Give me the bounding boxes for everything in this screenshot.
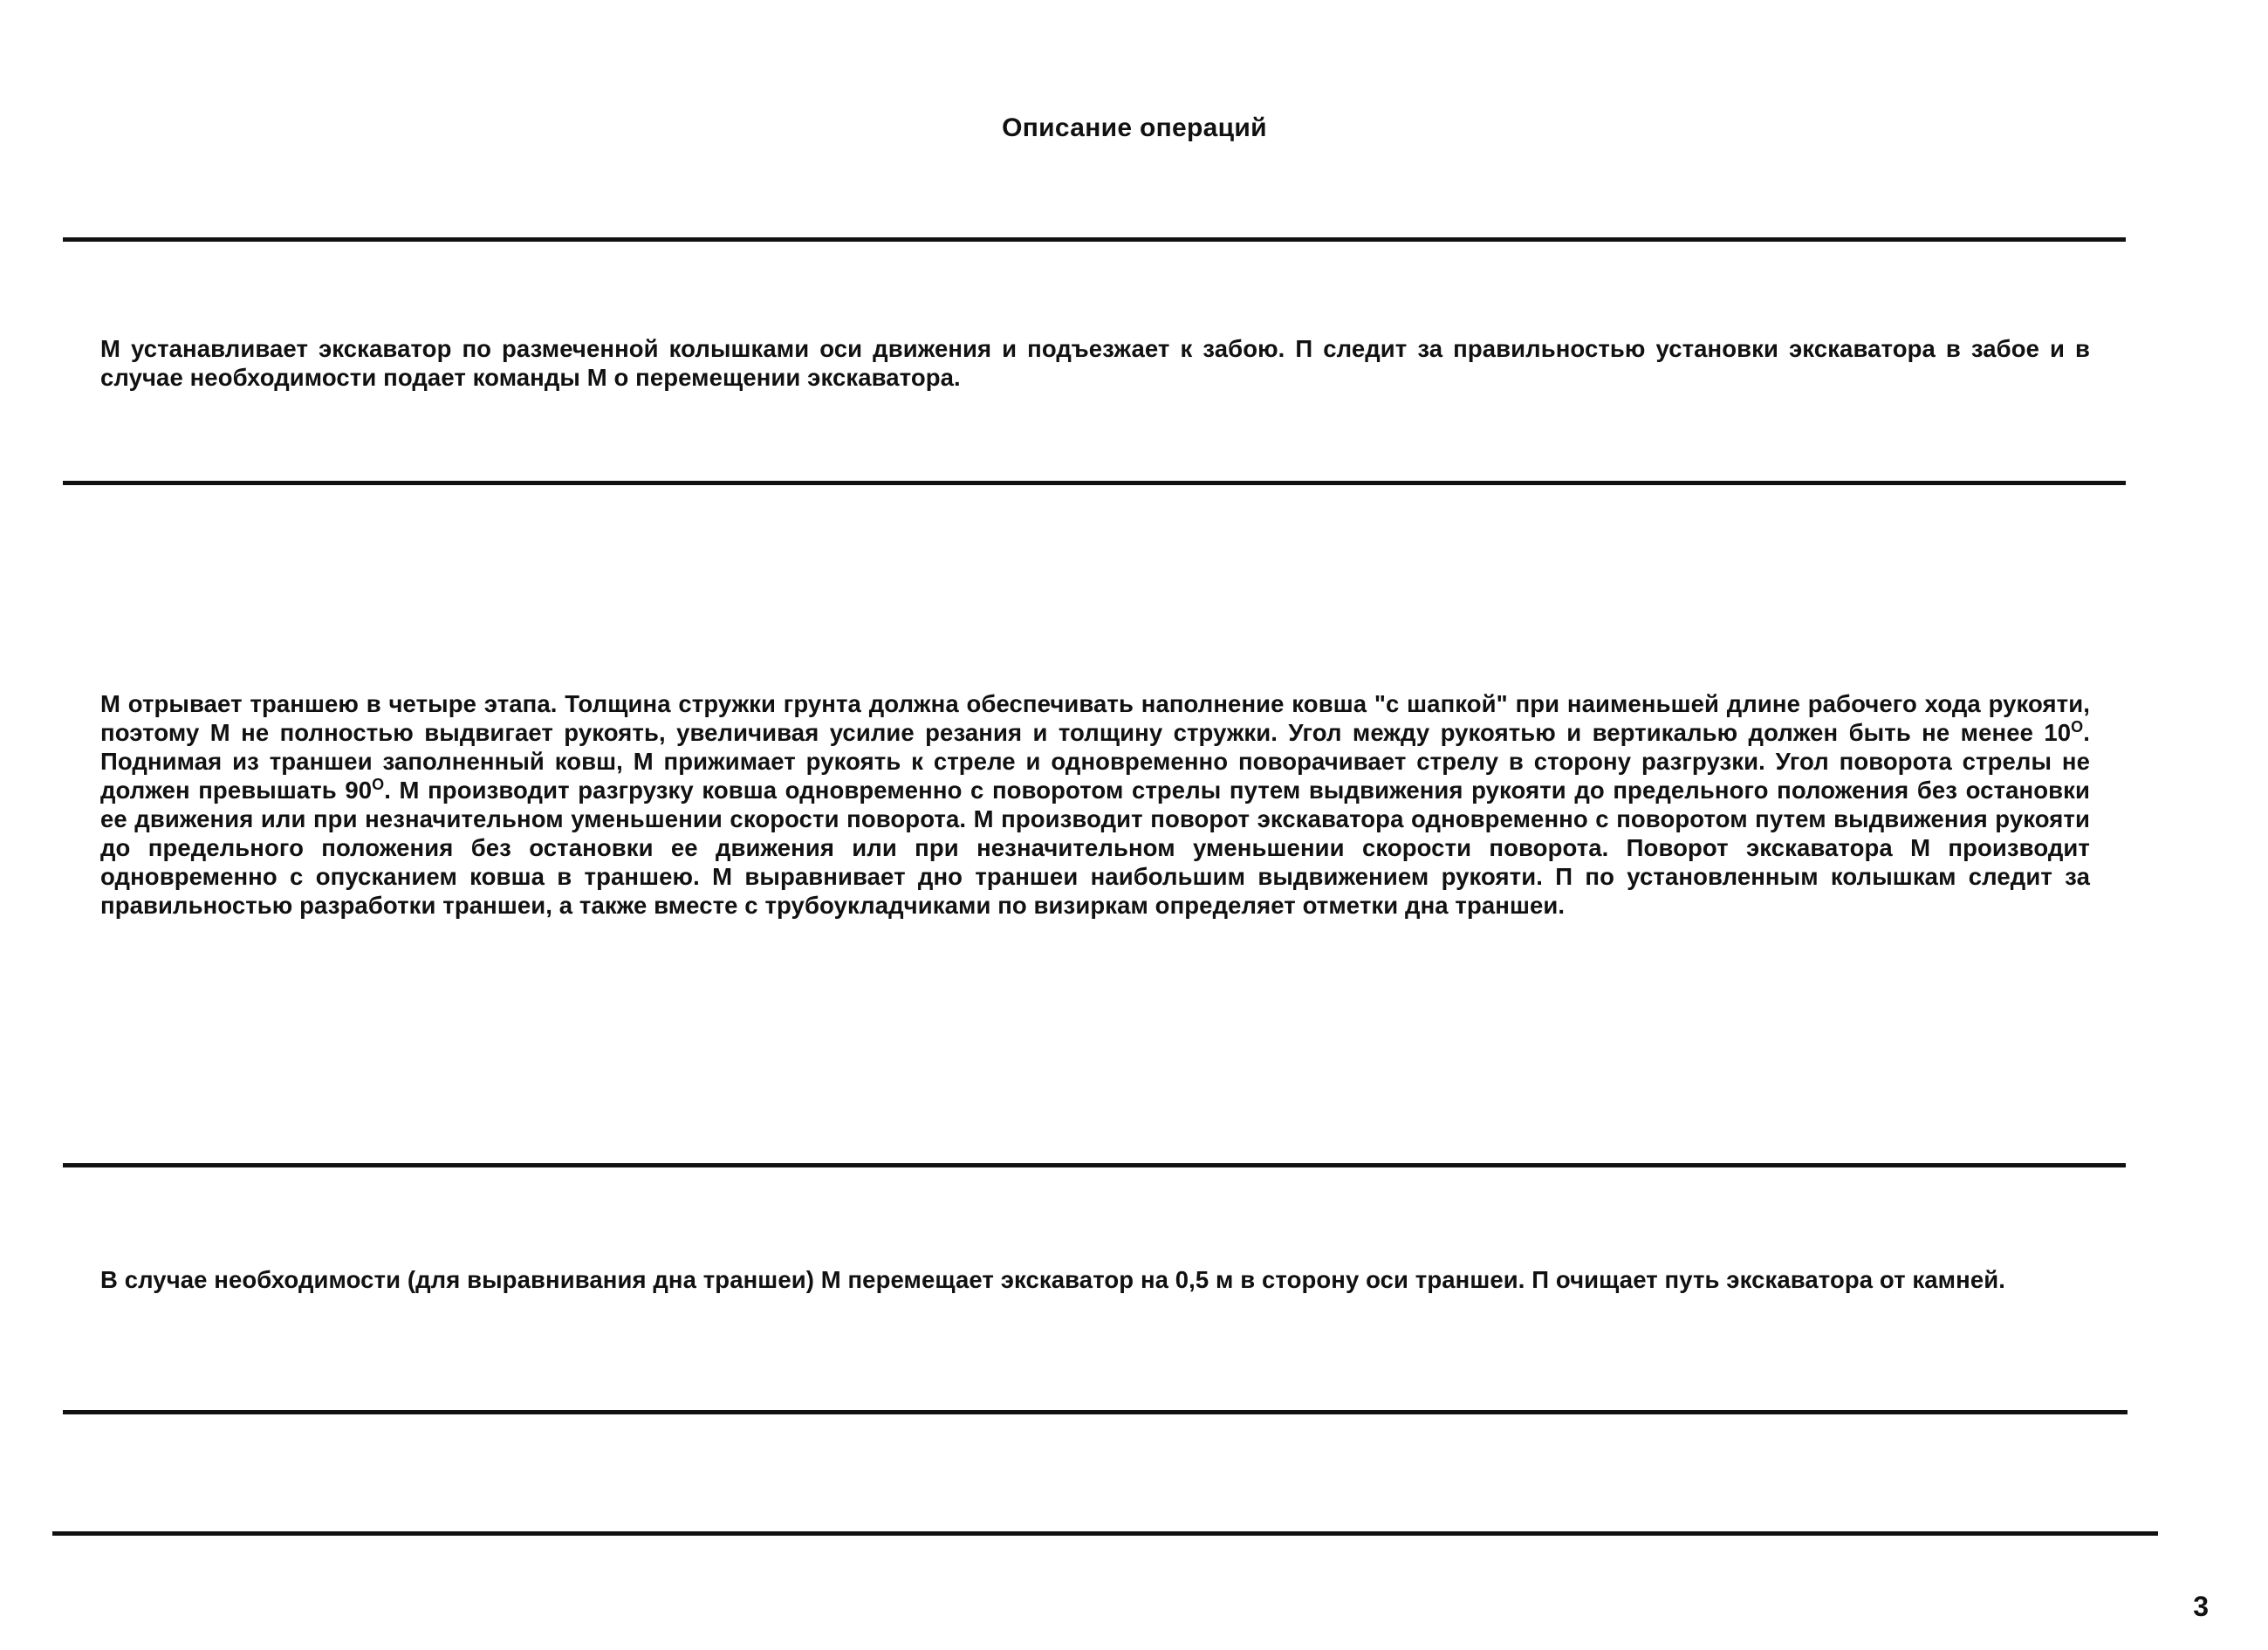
degree-mark: О — [2071, 717, 2084, 736]
page-number: 3 — [2193, 1591, 2209, 1622]
operation-description-3 — [100, 1265, 2090, 1294]
divider-top — [63, 237, 2126, 242]
operation-text-1: М устанавливает экскаватор по размеченной колышками оси движения и подъезжает к забою. П следит за правильностью установки экскаватора в забое и в случае необходимости подает команды М о перемещении экскаватора. — [100, 335, 2090, 391]
page-title: Описание операций — [1002, 113, 1267, 142]
operation-text-2-part-2: . Поднимая из траншеи заполненный ковш, М прижимает рукоять к стреле и одновременно поворачивает стрелу в сторону разгрузки. Угол поворота стрелы не должен превышать 90 — [100, 719, 2090, 804]
divider-2 — [63, 1163, 2126, 1167]
operation-description-2 — [100, 689, 2090, 920]
operation-text-2-part-1: М отрывает траншею в четыре этапа. Толщина стружки грунта должна обеспечивать наполнение ковша "с шапкой" при наименьшей длине рабочего хода рукояти, поэтому М не полностью выдвигает рукоять, увеличивая усилие резания и толщину стружки. Угол между рукоятью и вертикалью должен быть не менее 10 — [100, 690, 2090, 746]
divider-bottom — [52, 1531, 2158, 1536]
divider-1 — [63, 481, 2126, 485]
operation-description-1 — [100, 334, 2090, 392]
operation-text-3: В случае необходимости (для выравнивания дна траншеи) М перемещает экскаватор на 0,5 м в сторону оси траншеи. П очищает путь экскаватора от камней. — [100, 1266, 2005, 1293]
operation-text-2-part-3: . М производит разгрузку ковша одновременно с поворотом стрелы путем выдвижения рукояти до предельного положения без остановки ее движения или при незначительном уменьшении скорости поворота. М производит поворот экскаватора одновременно с поворотом путем выдвижения рукояти до предельного положения без остановки ее движения или при незначительном уменьшении скорости поворота. Поворот экскаватора М производит одновременно с опусканием ковша в траншею. М выравнивает дно траншеи наибольшим выдвижением рукояти. П по установленным колышкам следит за правильностью разработки траншеи, а также вместе с трубоукладчиками по визиркам определяет отметки дна траншеи. — [100, 777, 2090, 919]
divider-3 — [63, 1410, 2128, 1414]
degree-mark: О — [372, 775, 385, 793]
operation-text-2 — [100, 689, 2090, 920]
